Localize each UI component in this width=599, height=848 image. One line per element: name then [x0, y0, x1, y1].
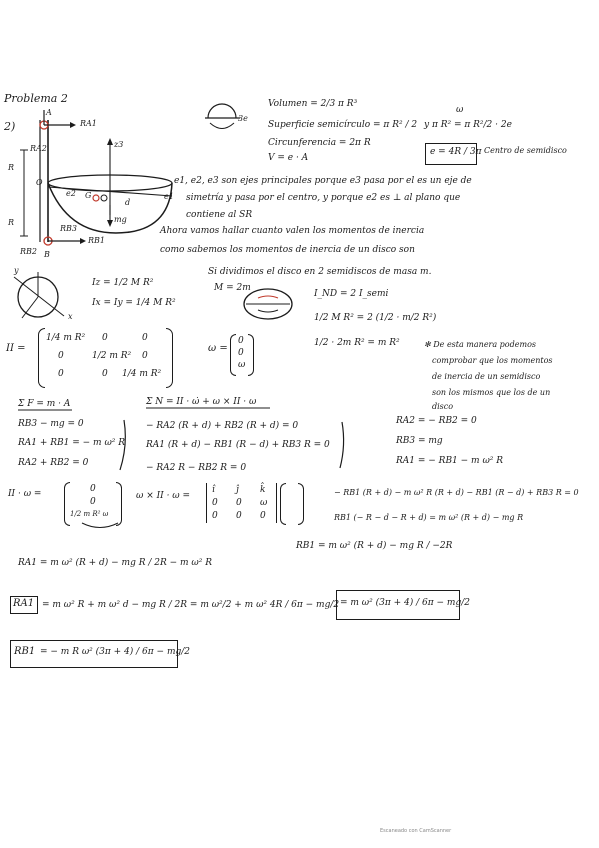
- label-rb1: RB1: [88, 236, 105, 245]
- omega-cell: 0: [238, 348, 244, 358]
- moment-eq-1: − RA2 (R + d) + RB2 (R + d) = 0: [146, 421, 299, 431]
- omega-vector-label: ω =: [208, 343, 228, 354]
- label-g: G: [85, 191, 92, 200]
- matrix-cell: 0: [142, 351, 148, 361]
- paragraph-line-2: simetría y pasa por el centro, y porque e2 es ⊥ al plano que: [186, 193, 461, 203]
- det-cell: î: [212, 485, 215, 495]
- label-point-b: B: [44, 250, 50, 259]
- paragraph-line-1: e1, e2, e3 son ejes principales porque e3 pasa por el es un eje de: [174, 176, 472, 186]
- det-cell: 0: [212, 511, 218, 521]
- ra1-result: = m ω² (3π + 4) / 6π − mg/2: [340, 598, 470, 608]
- matrix-cell: 0: [58, 369, 64, 379]
- inertia-result: 1/2 · 2m R² = m R²: [314, 338, 400, 348]
- ii-omega-cell: 0: [90, 484, 96, 494]
- formula-surface: Superficie semicírculo = π R² / 2: [268, 120, 418, 130]
- matrix-cell: 0: [58, 351, 64, 361]
- rb1-expression: RB1 = m ω² (R + d) − mg R / −2R: [296, 541, 453, 551]
- formula-boxed-e: e = 4R / 3π: [430, 147, 482, 157]
- det-cell: 0: [236, 498, 242, 508]
- inertia-half: 1/2 M R² = 2 (1/2 · m/2 R²): [314, 313, 437, 323]
- ii-omega-label: II · ω =: [8, 489, 42, 499]
- omega-right-bracket: [248, 334, 254, 376]
- semicircle-sketch: [208, 104, 236, 118]
- result-ra2: RA2 = − RB2 = 0: [396, 416, 477, 426]
- det-cell: 0: [236, 511, 242, 521]
- det-right-bar: [276, 483, 277, 523]
- matrix-cell: 1/4 m R²: [46, 333, 86, 343]
- label-z3: z3: [114, 140, 124, 149]
- det-left-bar: [206, 483, 207, 523]
- det-cell: 0: [212, 498, 218, 508]
- matrix-left-bracket: [38, 328, 45, 388]
- inertia-iz: Iz = 1/2 M R²: [92, 278, 154, 288]
- matrix-cell: 1/2 m R²: [92, 351, 132, 361]
- label-d: d: [125, 198, 131, 207]
- label-r-bottom: R: [8, 218, 15, 227]
- paragraph-line-5: como sabemos los momentos de inercia de un disco son: [160, 245, 415, 255]
- item-number: 2): [4, 120, 16, 133]
- omega-cell: ω: [238, 360, 246, 370]
- ii-omega-cell: 1/2 m R² ω: [70, 510, 109, 518]
- formula-right-ratio: y π R² = π R²/2 · 2e: [424, 120, 512, 130]
- note-line-3: de inercia de un semidisco: [432, 372, 541, 381]
- rb1-result: = − m R ω² (3π + 4) / 6π − mg/2: [40, 647, 191, 657]
- det-cell: k̂: [260, 485, 266, 495]
- sum-moments-header: Σ N = II · ω̇ + ω × II · ω: [146, 397, 257, 407]
- label-ra1: RA1: [80, 119, 97, 128]
- label-r-top: R: [8, 163, 15, 172]
- inertia-ind: I_ND = 2 I_semi: [314, 289, 389, 299]
- label-point-a: A: [46, 108, 52, 117]
- sum-forces-header: Σ F = m · A: [18, 399, 71, 409]
- moment-sub-1: − RB1 (R + d) − m ω² R (R + d) − RB1 (R − d) + RB3 R = 0: [334, 488, 579, 497]
- formula-circumference: Circunferencia = 2π R: [268, 138, 371, 148]
- matrix-cell: 1/4 m R²: [122, 369, 162, 379]
- label-ra2: RA2: [30, 144, 47, 153]
- matrix-right-bracket: [166, 328, 173, 388]
- mass-relation: M = 2m: [214, 283, 251, 293]
- det-cell: ω: [260, 498, 268, 508]
- omega-cell: 0: [238, 336, 244, 346]
- label-rb2: RB2: [20, 247, 37, 256]
- force-eq-3: RA2 + RB2 = 0: [18, 458, 89, 468]
- cross-product-label: ω × II · ω =: [136, 491, 191, 501]
- label-mg: mg: [114, 215, 127, 224]
- inertia-ix: Ix = Iy = 1/4 M R²: [92, 298, 176, 308]
- paragraph-line-4: Ahora vamos hallar cuanto valen los momentos de inercia: [160, 226, 425, 236]
- ii-omega-cell: 0: [90, 497, 96, 507]
- formula-v: V = e · A: [268, 153, 309, 163]
- note-line-1: ✻ De esta manera podemos: [424, 340, 536, 349]
- label-e1: e1: [164, 192, 174, 201]
- label-3e: 3e: [238, 114, 248, 123]
- force-eq-1: RB3 − mg = 0: [18, 419, 84, 429]
- label-x-axis: x: [68, 312, 73, 321]
- moment-sub-2: RB1 (− R − d − R + d) = m ω² (R + d) − mg R: [334, 513, 524, 522]
- det-cell: ĵ: [236, 485, 239, 495]
- omega-left-bracket: [230, 334, 236, 376]
- matrix-label: II =: [6, 343, 26, 354]
- result-rb3: RB3 = mg: [396, 436, 443, 446]
- matrix-cell: 0: [102, 333, 108, 343]
- ii-omega-left-bracket: [64, 482, 70, 526]
- zero-vec-left: [280, 483, 286, 525]
- matrix-cell: 0: [142, 333, 148, 343]
- force-eq-2: RA1 + RB1 = − m ω² R: [18, 438, 126, 448]
- note-line-2: comprobar que los momentos: [432, 356, 553, 365]
- formula-volume: Volumen = 2/3 π R³: [268, 99, 358, 109]
- label-e2: e2: [66, 189, 76, 198]
- label-origin: O: [36, 178, 43, 187]
- paragraph-line-6: Si dividimos el disco en 2 semidiscos de masa m.: [208, 267, 432, 277]
- scanner-watermark: Escaneado con CamScanner: [380, 828, 452, 834]
- paragraph-line-3: contiene al SR: [186, 210, 253, 220]
- label-rb3: RB3: [60, 224, 77, 233]
- ra1-label: RA1: [13, 598, 35, 609]
- zero-vec-right: [298, 483, 304, 525]
- ra1-expansion: = m ω² R + m ω² d − mg R / 2R = m ω²/2 + m ω² 4R / 6π − mg/2: [42, 600, 340, 610]
- formula-omega: ω: [456, 105, 464, 115]
- moment-eq-3: − RA2 R − RB2 R = 0: [146, 463, 247, 473]
- matrix-cell: 0: [102, 369, 108, 379]
- rb1-label: RB1: [14, 646, 36, 657]
- centroid-note: Centro de semidisco: [484, 146, 567, 155]
- note-line-4: son los mismos que los de un: [432, 388, 551, 397]
- ra1-expression: RA1 = m ω² (R + d) − mg R / 2R − m ω² R: [18, 558, 212, 568]
- result-ra1: RA1 = − RB1 − m ω² R: [396, 456, 504, 466]
- note-line-5: disco: [432, 402, 454, 411]
- det-cell: 0: [260, 511, 266, 521]
- page-title: Problema 2: [4, 92, 68, 105]
- ii-omega-right-bracket: [116, 482, 122, 526]
- moment-eq-2: RA1 (R + d) − RB1 (R − d) + RB3 R = 0: [146, 440, 330, 450]
- label-y-axis: y: [14, 266, 19, 275]
